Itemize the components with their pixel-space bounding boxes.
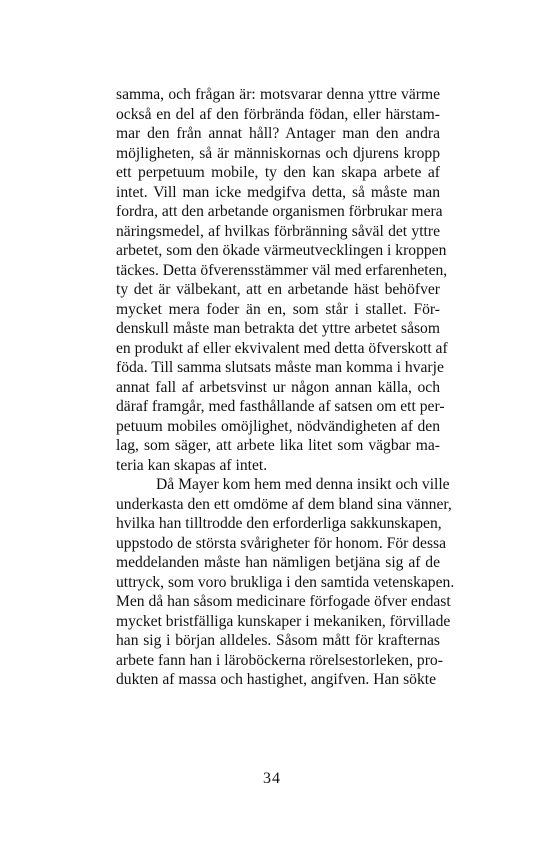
- text-line: möjligheten, så är människornas och djurens kropp: [116, 144, 440, 162]
- text-line: också en del af den förbrända födan, eller härstam-: [116, 105, 440, 123]
- text-line: arbete fann han i läroböckerna rörelsestorleken, pro-: [116, 651, 443, 669]
- text-line: föda. Till samma slutsats måste man komma i hvarje: [116, 359, 444, 376]
- page-number: 34: [263, 770, 281, 787]
- text-line: denskull måste man betrakta det yttre arbetet såsom: [116, 320, 440, 337]
- text-line: uppstodo de största svårigheter för honom. För dessa: [116, 534, 447, 552]
- text-line: meddelanden måste han nämligen betjäna sig af de: [116, 554, 440, 571]
- text-line: hvilka han tilltrodde den erforderliga sakkunskapen,: [116, 515, 442, 532]
- text-line: petuum mobiles omöjlighet, nödvändigheten af den: [116, 417, 440, 435]
- text-line: uttryck, som voro brukliga i den samtida vetenskapen.: [116, 573, 455, 591]
- paragraph: [116, 475, 455, 690]
- text-line: teria kan skapas af intet.: [116, 456, 268, 474]
- text-line: täckes. Detta öfverensstämmer väl med erfarenheten,: [116, 261, 448, 279]
- text-line: annat fall af arbetsvinst ur någon annan källa, och: [116, 378, 440, 396]
- text-line: arbetet, som den ökade värmeutvecklingen i kroppen: [116, 242, 447, 259]
- text-line: ett perpetuum mobile, ty den kan skapa arbete af: [116, 164, 440, 181]
- text-line: intet. Vill man icke medgifva detta, så måste man: [116, 183, 440, 201]
- text-line: en produkt af eller ekvivalent med detta öfverskott af: [116, 339, 448, 357]
- paragraph: [116, 85, 448, 475]
- text-line: Men då han såsom medicinare förfogade öfver endast: [116, 593, 451, 610]
- text-line: mycket mera foder än en, som står i stallet. För-: [116, 300, 440, 318]
- paragraphs-container: [116, 85, 455, 690]
- body-text: [116, 85, 455, 690]
- text-line: dukten af massa och hastighet, angifven. Han sökte: [116, 671, 437, 688]
- text-line: näringsmedel, af hvilkas förbränning såväl det yttre: [116, 222, 440, 240]
- text-line: Då Mayer kom hem med denna insikt och ville: [156, 476, 450, 493]
- text-line: han sig i början alldeles. Såsom mått för krafternas: [116, 632, 440, 649]
- text-line: samma, och frågan är: motsvarar denna yttre värme: [116, 86, 440, 103]
- text-line: mycket bristfälliga kunskaper i mekaniken, förvillade: [116, 612, 451, 630]
- text-line: mar den från annat håll? Antager man den andra: [116, 125, 440, 142]
- text-line: ty det är välbekant, att en arbetande häst behöfver: [116, 281, 440, 298]
- text-line: däraf framgår, med fasthållande af satsen om ett per-: [116, 398, 445, 415]
- text-line: fordra, att den arbetande organismen förbrukar mera: [116, 203, 443, 220]
- text-line: underkasta den ett omdöme af dem bland sina vänner,: [116, 495, 452, 513]
- text-line: lag, som säger, att arbete lika litet som vägbar ma-: [116, 437, 440, 454]
